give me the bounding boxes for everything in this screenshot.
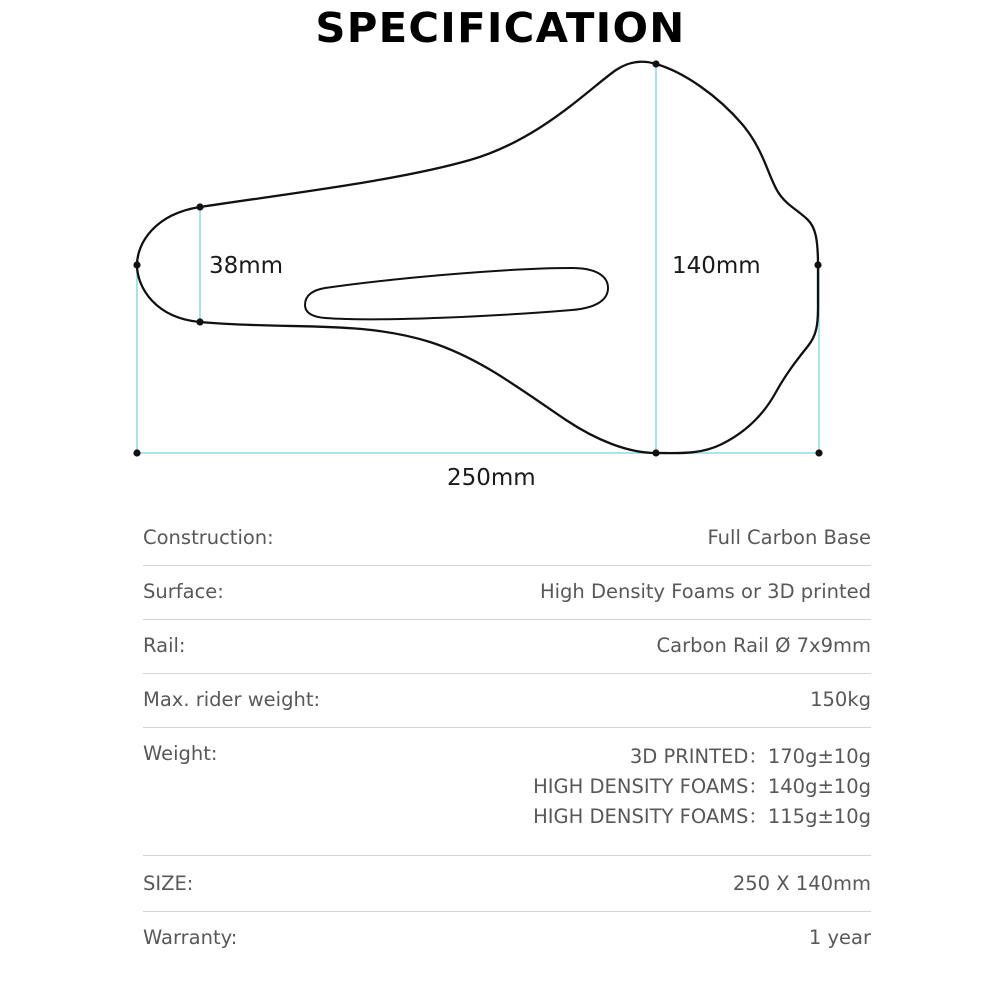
weight-line: 3D PRINTED：170g±10g [629, 745, 871, 768]
table-row [143, 674, 871, 728]
spec-label: Warranty: [143, 925, 238, 949]
saddle-specification-diagram [0, 40, 1000, 510]
dimension-label-height: 140mm [672, 253, 761, 279]
anchor-baseline-right [815, 449, 822, 456]
spec-label: Weight: [143, 742, 218, 765]
spec-label: SIZE: [143, 871, 194, 895]
table-row [143, 728, 871, 856]
spec-label: Surface: [143, 580, 224, 603]
table-row [143, 912, 871, 965]
dimension-label-width: 38mm [209, 253, 284, 279]
anchor-saddle-base [652, 449, 659, 456]
spec-value: High Density Foams or 3D printed [539, 580, 871, 603]
spec-value-multiline [218, 742, 871, 833]
spec-value: 150kg [810, 688, 871, 711]
spec-value: Full Carbon Base [707, 526, 871, 549]
specification-table [143, 512, 871, 965]
weight-line: HIGH DENSITY FOAMS：115g±10g [533, 805, 871, 829]
saddle-cutout-outline [305, 268, 608, 319]
table-row [143, 512, 871, 566]
spec-label: Max. rider weight: [143, 688, 321, 711]
anchor-nose-bottom [196, 318, 203, 325]
spec-label: Construction: [143, 526, 274, 549]
table-row [143, 620, 871, 674]
anchor-rear-edge [814, 261, 821, 268]
table-row [143, 856, 871, 912]
page-title: SPECIFICATION [314, 3, 686, 52]
weight-line: HIGH DENSITY FOAMS：140g±10g [533, 775, 871, 799]
spec-value: Carbon Rail Ø 7x9mm [656, 634, 871, 657]
anchor-nose-tip [133, 261, 140, 268]
anchor-nose-top [196, 203, 203, 210]
spec-label: Rail: [143, 634, 186, 657]
spec-value: 1 year [808, 925, 871, 949]
dimension-label-length: 250mm [447, 465, 536, 491]
spec-value: 250 X 140mm [732, 871, 871, 895]
table-row [143, 566, 871, 620]
anchor-saddle-apex [652, 60, 659, 67]
anchor-baseline-left [133, 449, 140, 456]
